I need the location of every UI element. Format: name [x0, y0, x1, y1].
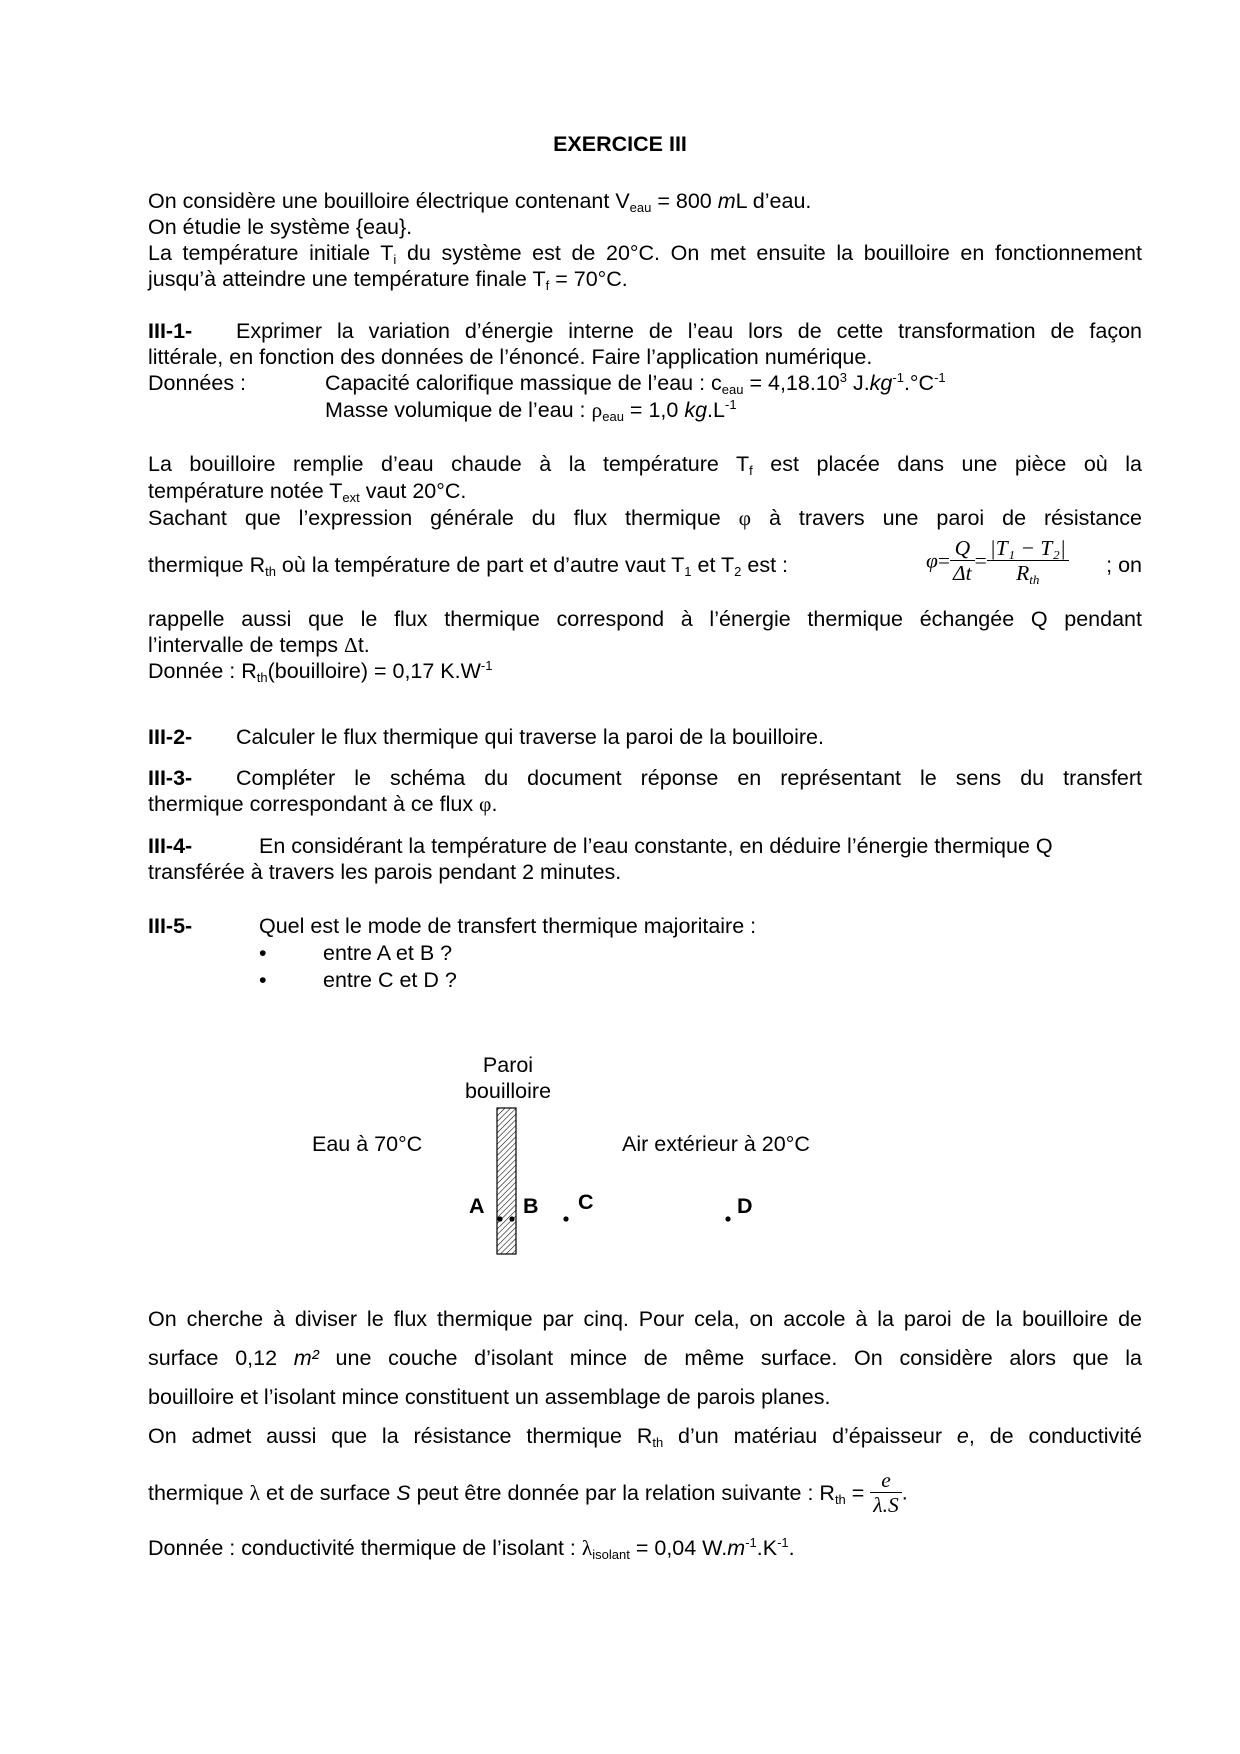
question-2-text: Calculer le flux thermique qui traverse la paroi de la bouilloire. — [236, 725, 824, 749]
question-5-label: III-5- — [148, 914, 193, 938]
point-d-label: D — [737, 1194, 753, 1218]
isolant-line-2: surface 0,12 m² une couche d’isolant mince de même surface. On considère alors que la — [148, 1346, 1142, 1370]
flux-line-4: thermique $R_{th}$ où la température de part et d’autre vaut $T_1$ et $T_2$ est : φ= $\frac{Q}{\Delta t}$ = $\frac{\text{|T₁ − T₂|}}{R_{th}}$ ; on — [148, 536, 1142, 587]
isolant-line-5: thermique λ et de surface S peut être donnée par la relation suivante : $R_{th}$ = $\frac{e}{\lambda.S}$ . — [148, 1468, 908, 1517]
flux-line-3: Sachant que l’expression générale du flux thermique φ à travers une paroi de résistance — [148, 506, 1143, 530]
point-c-label: C — [578, 1190, 594, 1214]
question-3-line-2: thermique correspondant à ce flux φ. — [148, 792, 498, 816]
question-1-label: III-1- — [148, 319, 193, 343]
intro-line-4: jusqu’à atteindre une température finale $T_f = 70^\circ C$. — [148, 267, 628, 293]
wall-label-2: bouilloire — [464, 1079, 552, 1103]
isolant-line-3: bouilloire et l’isolant mince constituent un assemblage de parois planes. — [148, 1385, 831, 1409]
intro-line-2: On étudie le système {eau}. — [148, 215, 413, 239]
question-3-line-1: Compléter le schéma du document réponse en représentant le sens du transfert — [236, 766, 1142, 790]
point-d-dot — [725, 1216, 730, 1221]
question-3-label: III-3- — [148, 766, 193, 790]
flux-line-1: La bouilloire remplie d’eau chaude à la température $T_f$ est placée dans une pièce où la — [148, 452, 1142, 478]
isolant-donnee: Donnée : conductivité thermique de l’isolant : $\lambda_{isolant} = 0,04$ $W.m^{-1}.K^{-1}$. — [148, 1535, 795, 1562]
boiler-wall-diagram — [490, 1100, 750, 1260]
flux-donnee: Donnée : $R_{th}(bouilloire) = 0,17$ $K.W^{-1}$ — [148, 658, 493, 685]
data-heat-capacity: Capacité calorifique massique de l’eau : $c_{eau} = 4,18.10^3$ $J.kg^{-1}.^\circ C^{-1}$ — [325, 370, 946, 397]
point-a-label: A — [469, 1194, 485, 1218]
isolant-line-4: On admet aussi que la résistance thermique $R_{th}$ d’un matériau d’épaisseur e, de conductivité — [148, 1424, 1142, 1450]
question-1-line-2: littérale, en fonction des données de l’énoncé. Faire l’application numérique. — [148, 345, 873, 369]
point-c-dot — [563, 1216, 568, 1221]
isolant-line-1: On cherche à diviser le flux thermique par cinq. Pour cela, on accole à la paroi de la bouilloire de — [148, 1307, 1142, 1331]
flux-line-2: température notée $T_{ext}$ vaut 20°C. — [148, 479, 467, 505]
wall-label-1: Paroi — [482, 1053, 534, 1077]
resistance-formula: $\frac{e}{\lambda.S}$ — [870, 1468, 901, 1517]
flux-line-6: l’intervalle de temps Δt. — [148, 633, 370, 657]
question-5-bullet-2: entre C et D ? — [323, 968, 457, 992]
question-1-line-1: Exprimer la variation d’énergie interne de l’eau lors de cette transformation de façon — [236, 319, 1142, 343]
data-density: Masse volumique de l’eau : $\rho_{eau} = 1,0$ $kg.L^{-1}$ — [325, 397, 737, 424]
point-b-dot — [509, 1216, 514, 1221]
question-4-label: III-4- — [148, 834, 193, 858]
point-b-label: B — [523, 1194, 539, 1218]
point-a-dot — [497, 1216, 502, 1221]
donnees-label: Données : — [148, 371, 247, 395]
question-5-bullet-1: entre A et B ? — [323, 941, 453, 965]
boiler-wall — [497, 1108, 516, 1254]
intro-line-3: La température initiale $T_i$ du système est de 20°C. On met ensuite la bouilloire en fonctionnement — [148, 241, 1142, 267]
question-2-label: III-2- — [148, 725, 193, 749]
water-label: Eau à 70°C — [312, 1132, 423, 1156]
bullet-2: • — [259, 968, 267, 992]
air-label: Air extérieur à 20°C — [622, 1132, 810, 1156]
question-5-text: Quel est le mode de transfert thermique majoritaire : — [259, 914, 757, 938]
flux-formula: φ= $\frac{Q}{\Delta t}$ = $\frac{\text{|T₁ − T₂|}}{R_{th}}$ — [926, 536, 1069, 585]
bullet-1: • — [259, 941, 267, 965]
question-4-line-2: transférée à travers les parois pendant 2 minutes. — [148, 860, 622, 884]
intro-line-1: On considère une bouilloire électrique contenant $V_{eau} = 800$ mL d’eau. — [148, 189, 812, 215]
question-4-line-1: En considérant la température de l’eau constante, en déduire l’énergie thermique Q — [259, 834, 1053, 858]
exercise-title: EXERCICE III — [553, 132, 687, 156]
flux-line-5: rappelle aussi que le flux thermique correspond à l’énergie thermique échangée Q pendant — [148, 607, 1142, 631]
